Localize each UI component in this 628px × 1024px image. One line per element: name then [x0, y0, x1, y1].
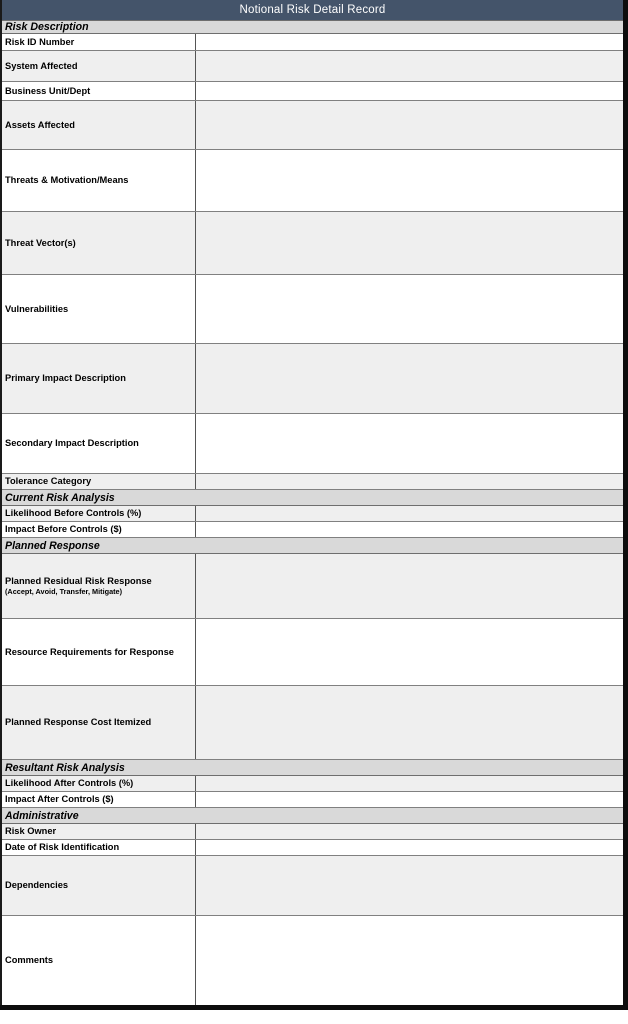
field-input-assets-affected[interactable]: [195, 101, 625, 150]
field-label-resource-requirements-for-response: Resource Requirements for Response: [1, 619, 195, 686]
field-input-system-affected[interactable]: [195, 51, 625, 82]
table-row-tolerance-category: [1, 474, 626, 490]
field-label-impact-after-controls: Impact After Controls ($): [1, 792, 195, 808]
table-row-risk-id-number: [1, 34, 626, 51]
table-row-secondary-impact-description: [1, 414, 626, 474]
field-input-secondary-impact-description[interactable]: [195, 414, 625, 474]
field-label-planned-residual-risk-response-main: Planned Residual Risk Response: [5, 575, 152, 586]
risk-record-table: [0, 20, 628, 1010]
field-label-dependencies: Dependencies: [1, 856, 195, 916]
field-input-threats-motivation-means[interactable]: [195, 150, 625, 212]
table-row-threats-motivation-means: [1, 150, 626, 212]
field-input-comments[interactable]: [195, 916, 625, 1008]
table-row-system-affected: [1, 51, 626, 82]
section-title-administrative: Administrative: [1, 808, 626, 824]
field-input-risk-owner[interactable]: [195, 824, 625, 840]
field-input-likelihood-before-controls[interactable]: [195, 506, 625, 522]
field-label-risk-owner: Risk Owner: [1, 824, 195, 840]
field-label-business-unit-dept: Business Unit/Dept: [1, 82, 195, 101]
field-label-likelihood-after-controls: Likelihood After Controls (%): [1, 776, 195, 792]
section-header-administrative: [1, 808, 626, 824]
table-row-planned-residual-risk-response: [1, 554, 626, 619]
field-input-primary-impact-description[interactable]: [195, 344, 625, 414]
field-label-system-affected: System Affected: [1, 51, 195, 82]
table-row-vulnerabilities: [1, 275, 626, 344]
table-row-threat-vectors: [1, 212, 626, 275]
section-title-planned-response: Planned Response: [1, 538, 626, 554]
page-title: Notional Risk Detail Record: [239, 4, 386, 16]
table-row-business-unit-dept: [1, 82, 626, 101]
section-title-resultant-risk-analysis: Resultant Risk Analysis: [1, 760, 626, 776]
field-label-threats-motivation-means: Threats & Motivation/Means: [1, 150, 195, 212]
table-row-comments: [1, 916, 626, 1008]
table-row-impact-after-controls: [1, 792, 626, 808]
field-label-date-of-risk-identification: Date of Risk Identification: [1, 840, 195, 856]
field-input-planned-response-cost-itemized[interactable]: [195, 686, 625, 760]
field-input-impact-before-controls[interactable]: [195, 522, 625, 538]
field-input-date-of-risk-identification[interactable]: [195, 840, 625, 856]
table-row-risk-owner: [1, 824, 626, 840]
field-label-threat-vectors: Threat Vector(s): [1, 212, 195, 275]
field-label-likelihood-before-controls: Likelihood Before Controls (%): [1, 506, 195, 522]
field-label-planned-residual-risk-response-sub: (Accept, Avoid, Transfer, Mitigate): [5, 586, 123, 596]
table-row-resource-requirements-for-response: [1, 619, 626, 686]
field-label-planned-response-cost-itemized: Planned Response Cost Itemized: [1, 686, 195, 760]
field-label-impact-before-controls: Impact Before Controls ($): [1, 522, 195, 538]
table-row-assets-affected: [1, 101, 626, 150]
field-input-planned-residual-risk-response[interactable]: [195, 554, 625, 619]
field-label-secondary-impact-description: Secondary Impact Description: [1, 414, 195, 474]
section-header-current-risk-analysis: [1, 490, 626, 506]
section-header-planned-response: [1, 538, 626, 554]
field-label-comments: Comments: [1, 916, 195, 1008]
table-row-planned-response-cost-itemized: [1, 686, 626, 760]
table-row-primary-impact-description: [1, 344, 626, 414]
section-header-resultant-risk-analysis: [1, 760, 626, 776]
field-label-planned-residual-risk-response: [1, 554, 195, 619]
field-label-risk-id-number: Risk ID Number: [1, 34, 195, 51]
field-label-assets-affected: Assets Affected: [1, 101, 195, 150]
table-row-impact-before-controls: [1, 522, 626, 538]
field-input-resource-requirements-for-response[interactable]: [195, 619, 625, 686]
field-label-tolerance-category: Tolerance Category: [1, 474, 195, 490]
field-input-business-unit-dept[interactable]: [195, 82, 625, 101]
field-label-vulnerabilities: Vulnerabilities: [1, 275, 195, 344]
table-row-likelihood-after-controls: [1, 776, 626, 792]
table-row-dependencies: [1, 856, 626, 916]
field-input-threat-vectors[interactable]: [195, 212, 625, 275]
field-input-tolerance-category[interactable]: [195, 474, 625, 490]
field-label-primary-impact-description: Primary Impact Description: [1, 344, 195, 414]
section-header-risk-description: [1, 21, 626, 34]
section-title-risk-description: Risk Description: [1, 21, 626, 34]
table-row-date-of-risk-identification: [1, 840, 626, 856]
document-title-bar: [0, 0, 628, 20]
field-input-vulnerabilities[interactable]: [195, 275, 625, 344]
table-row-likelihood-before-controls: [1, 506, 626, 522]
field-input-risk-id-number[interactable]: [195, 34, 625, 51]
field-input-likelihood-after-controls[interactable]: [195, 776, 625, 792]
section-title-current-risk-analysis: Current Risk Analysis: [1, 490, 626, 506]
field-input-dependencies[interactable]: [195, 856, 625, 916]
field-input-impact-after-controls[interactable]: [195, 792, 625, 808]
